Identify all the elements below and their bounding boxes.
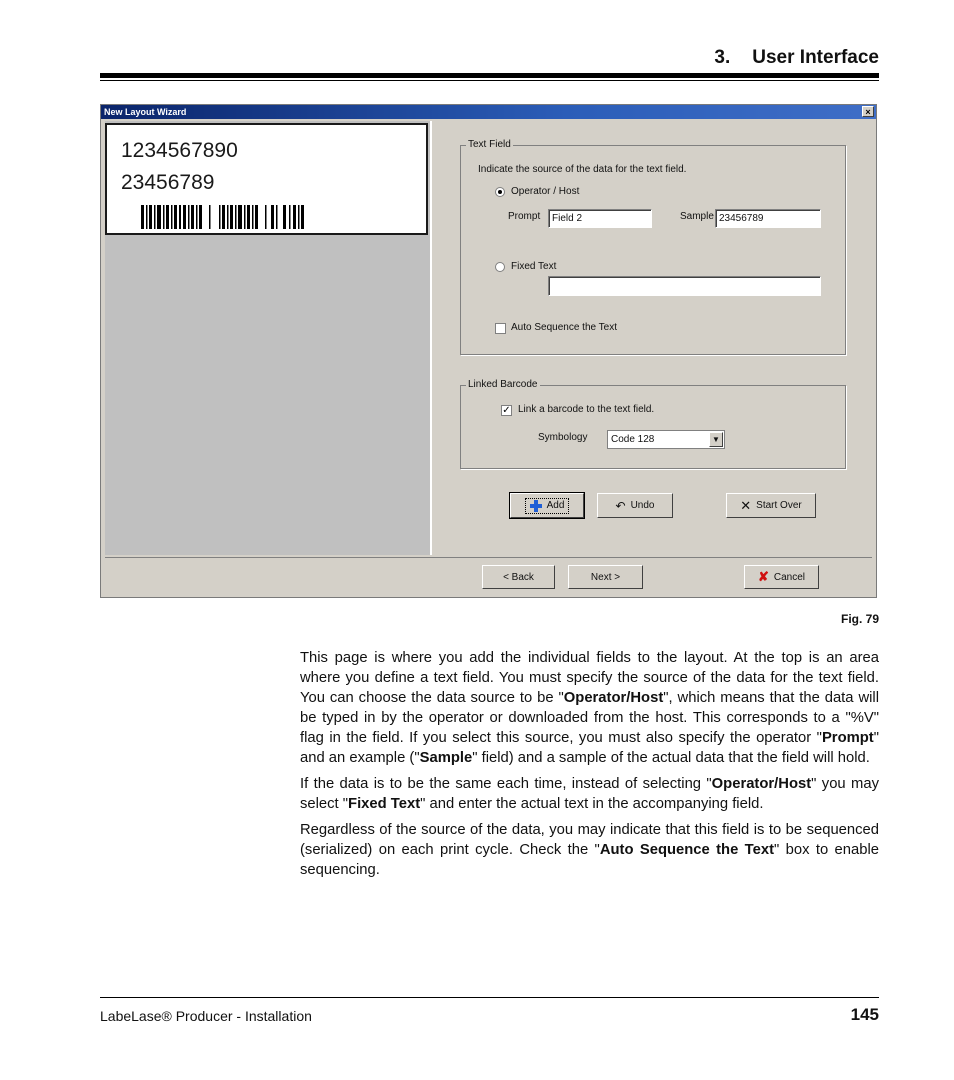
fixed-text-label: Fixed Text — [511, 261, 557, 272]
cancel-button-label: Cancel — [773, 571, 806, 583]
preview-text-line-2: 23456789 — [121, 171, 215, 194]
dialog-titlebar — [101, 105, 876, 119]
section-number: 3. — [714, 47, 731, 68]
paragraph-2 — [300, 774, 879, 814]
undo-icon: ↶ — [615, 498, 626, 513]
link-barcode-checkbox[interactable]: ✓ — [502, 405, 511, 416]
p2-text-d: " and enter the actual text in the accompanying field. — [420, 796, 764, 812]
start-over-button[interactable] — [726, 493, 816, 518]
x-icon: ✕ — [740, 497, 752, 513]
p1-text-a: This page is where you add the individual fields to the layout. At the top is an area where you define a text field. You must specify the source of the data for the text field. You can choose the data source to be " — [300, 650, 879, 706]
add-button-focus — [525, 498, 570, 514]
back-button-label: < Back — [503, 571, 534, 583]
header-rule-thin — [100, 80, 879, 81]
p1-bold-prompt: Prompt — [821, 730, 874, 746]
sample-label: Sample — [680, 211, 714, 222]
barcode-image — [141, 205, 311, 229]
p1-text-c: ", which means that the data will be typed in by the operator or downloaded from the host. This corresponds to a "%V" flag in the field. If you select this source, you must also specify the operator " — [300, 690, 879, 746]
preview-text-line-1: 1234567890 — [121, 139, 238, 162]
link-barcode-label: Link a barcode to the text field. — [518, 404, 655, 415]
radio-selected-dot — [498, 190, 502, 194]
next-button-label: Next > — [590, 571, 621, 583]
undo-button-label: Undo — [630, 500, 655, 511]
linked-barcode-group-label: Linked Barcode — [468, 379, 538, 390]
figure-caption: Fig. 79 — [840, 612, 879, 626]
label-preview — [105, 123, 428, 235]
chevron-down-icon[interactable]: ▼ — [709, 432, 723, 447]
operator-host-label: Operator / Host — [511, 186, 580, 197]
header-rule-thick — [100, 73, 879, 78]
text-field-instruction: Indicate the source of the data for the text field. — [478, 164, 687, 175]
p2-text-a: If the data is to be the same each time, instead of selecting " — [300, 776, 712, 792]
p2-bold-fixed-text: Fixed Text — [348, 796, 421, 812]
field-settings-pane — [433, 121, 875, 555]
body-text — [300, 648, 879, 886]
back-button[interactable] — [482, 565, 555, 589]
p3-text-c: " box to enable sequencing. — [300, 842, 879, 878]
p1-bold-operator-host: Operator/Host — [563, 690, 664, 706]
auto-sequence-checkbox[interactable] — [495, 323, 506, 334]
paragraph-1 — [300, 648, 879, 768]
linked-barcode-group — [460, 385, 846, 469]
section-heading — [100, 47, 879, 69]
p1-bold-sample: Sample — [419, 750, 473, 766]
add-button[interactable] — [510, 493, 584, 518]
p1-text-d: " and an example (" — [300, 730, 879, 766]
fixed-text-radio[interactable] — [495, 262, 505, 272]
prompt-label: Prompt — [508, 211, 541, 222]
operator-host-radio[interactable] — [495, 187, 505, 197]
text-field-group-label: Text Field — [468, 139, 511, 150]
prompt-input[interactable]: Field 2 — [548, 209, 652, 228]
auto-sequence-label: Auto Sequence the Text — [511, 322, 618, 333]
page-number: 145 — [850, 1005, 879, 1024]
section-title: User Interface — [752, 47, 879, 68]
next-button[interactable] — [568, 565, 643, 589]
fixed-text-input[interactable] — [548, 276, 821, 296]
plus-icon — [530, 500, 542, 512]
sample-input[interactable]: 23456789 — [715, 209, 821, 228]
cancel-button[interactable] — [744, 565, 819, 589]
wizard-navigation-bar — [105, 557, 872, 594]
add-button-label: Add — [546, 500, 565, 511]
undo-button[interactable] — [597, 493, 673, 518]
close-icon[interactable]: × — [862, 106, 874, 117]
p2-text-c: " you may select " — [300, 776, 879, 812]
red-x-icon: ✘ — [757, 569, 769, 584]
p3-text-a: Regardless of the source of the data, you may indicate that this field is to be sequenced (serialized) on each print cycle. Check the " — [300, 822, 879, 858]
p3-bold-auto-sequence: Auto Sequence the Text — [599, 842, 775, 858]
symbology-label: Symbology — [538, 432, 588, 443]
symbology-select[interactable] — [607, 430, 725, 449]
paragraph-3 — [300, 820, 879, 880]
footer-rule — [100, 997, 879, 998]
footer-product-name: LabeLase® Producer - Installation — [100, 1008, 312, 1024]
p1-text-e: " field) and a sample of the actual data that the field will hold. — [472, 750, 870, 766]
start-over-button-label: Start Over — [756, 500, 802, 511]
symbology-value: Code 128 — [611, 434, 655, 445]
p2-bold-operator-host: Operator/Host — [711, 776, 812, 792]
new-layout-wizard-dialog — [100, 104, 877, 598]
dialog-title: New Layout Wizard — [104, 107, 187, 117]
